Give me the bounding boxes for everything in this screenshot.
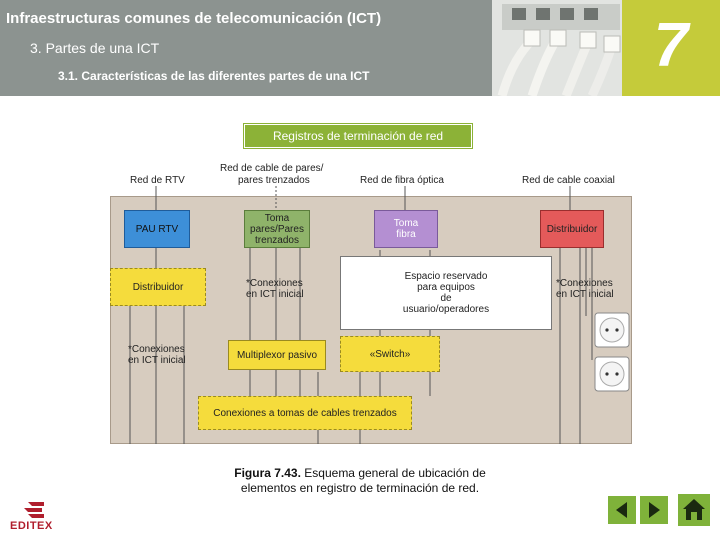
toma-pares-line2: pares/Pares — [250, 223, 304, 235]
caption-line1 — [190, 466, 530, 481]
arrow-left-icon[interactable] — [608, 496, 636, 524]
caption-text-line1: Esquema general de ubicación de — [300, 466, 486, 480]
label-red-pares-1: Red de cable de pares/ — [220, 163, 324, 174]
note-rtv — [128, 344, 186, 366]
espacio-line2: para equipos — [417, 282, 475, 293]
espacio-line4: usuario/operadores — [402, 304, 490, 315]
label-red-rtv: Red de RTV — [130, 175, 185, 186]
toma-pares-box — [244, 210, 310, 248]
toma-pares-line3: trenzados — [255, 234, 299, 246]
caption-label: Figura 7.43. — [234, 466, 301, 480]
caption-text-line2: elementos en registro de terminación de red. — [240, 481, 480, 495]
label-red-coaxial: Red de cable coaxial — [522, 175, 615, 186]
switch-box: «Switch» — [340, 336, 440, 372]
coax-outlet-icon — [594, 312, 630, 348]
note-pares — [246, 278, 304, 300]
note-coax-line2: en ICT inicial — [556, 289, 614, 300]
note-pares-line1: *Conexiones — [246, 278, 303, 289]
label-red-pares-2: pares trenzados — [238, 175, 310, 186]
slide-section: 3.1. Características de las diferentes partes de una ICT — [58, 69, 370, 83]
note-rtv-line1: *Conexiones — [128, 344, 185, 355]
multiplexor-box: Multiplexor pasivo — [228, 340, 326, 370]
conexiones-tomas-box: Conexiones a tomas de cables trenzados — [198, 396, 412, 430]
pau-rtv-box: PAU RTV — [124, 210, 190, 248]
note-rtv-line2: en ICT inicial — [128, 355, 186, 366]
home-icon[interactable] — [678, 494, 710, 526]
espacio-line1: Espacio reservado — [404, 271, 488, 282]
figure-caption — [190, 466, 530, 496]
espacio-line3: de — [440, 293, 452, 304]
section-label: Registros de terminación de red — [244, 124, 472, 148]
slide-subtitle: 3. Partes de una ICT — [30, 40, 160, 56]
note-coax-line1: *Conexiones — [556, 278, 613, 289]
editex-logo-text: EDITEX — [10, 520, 53, 532]
chapter-number: 7 — [653, 11, 689, 80]
distribuidor-coax-box: Distribuidor — [540, 210, 604, 248]
label-red-fibra: Red de fibra óptica — [360, 175, 444, 186]
toma-fibra-line1: Toma — [393, 218, 419, 229]
toma-fibra-line2: fibra — [396, 229, 416, 240]
coax-outlet-icon — [594, 356, 630, 392]
slide-title: Infraestructuras comunes de telecomunicación (ICT) — [6, 10, 382, 27]
arrow-right-icon[interactable] — [640, 496, 668, 524]
note-pares-line2: en ICT inicial — [246, 289, 304, 300]
distribuidor-box: Distribuidor — [110, 268, 206, 306]
espacio-reservado-box — [340, 256, 552, 330]
toma-pares-line1: Toma — [264, 212, 290, 224]
note-coax — [556, 278, 614, 300]
toma-fibra-box — [374, 210, 438, 248]
